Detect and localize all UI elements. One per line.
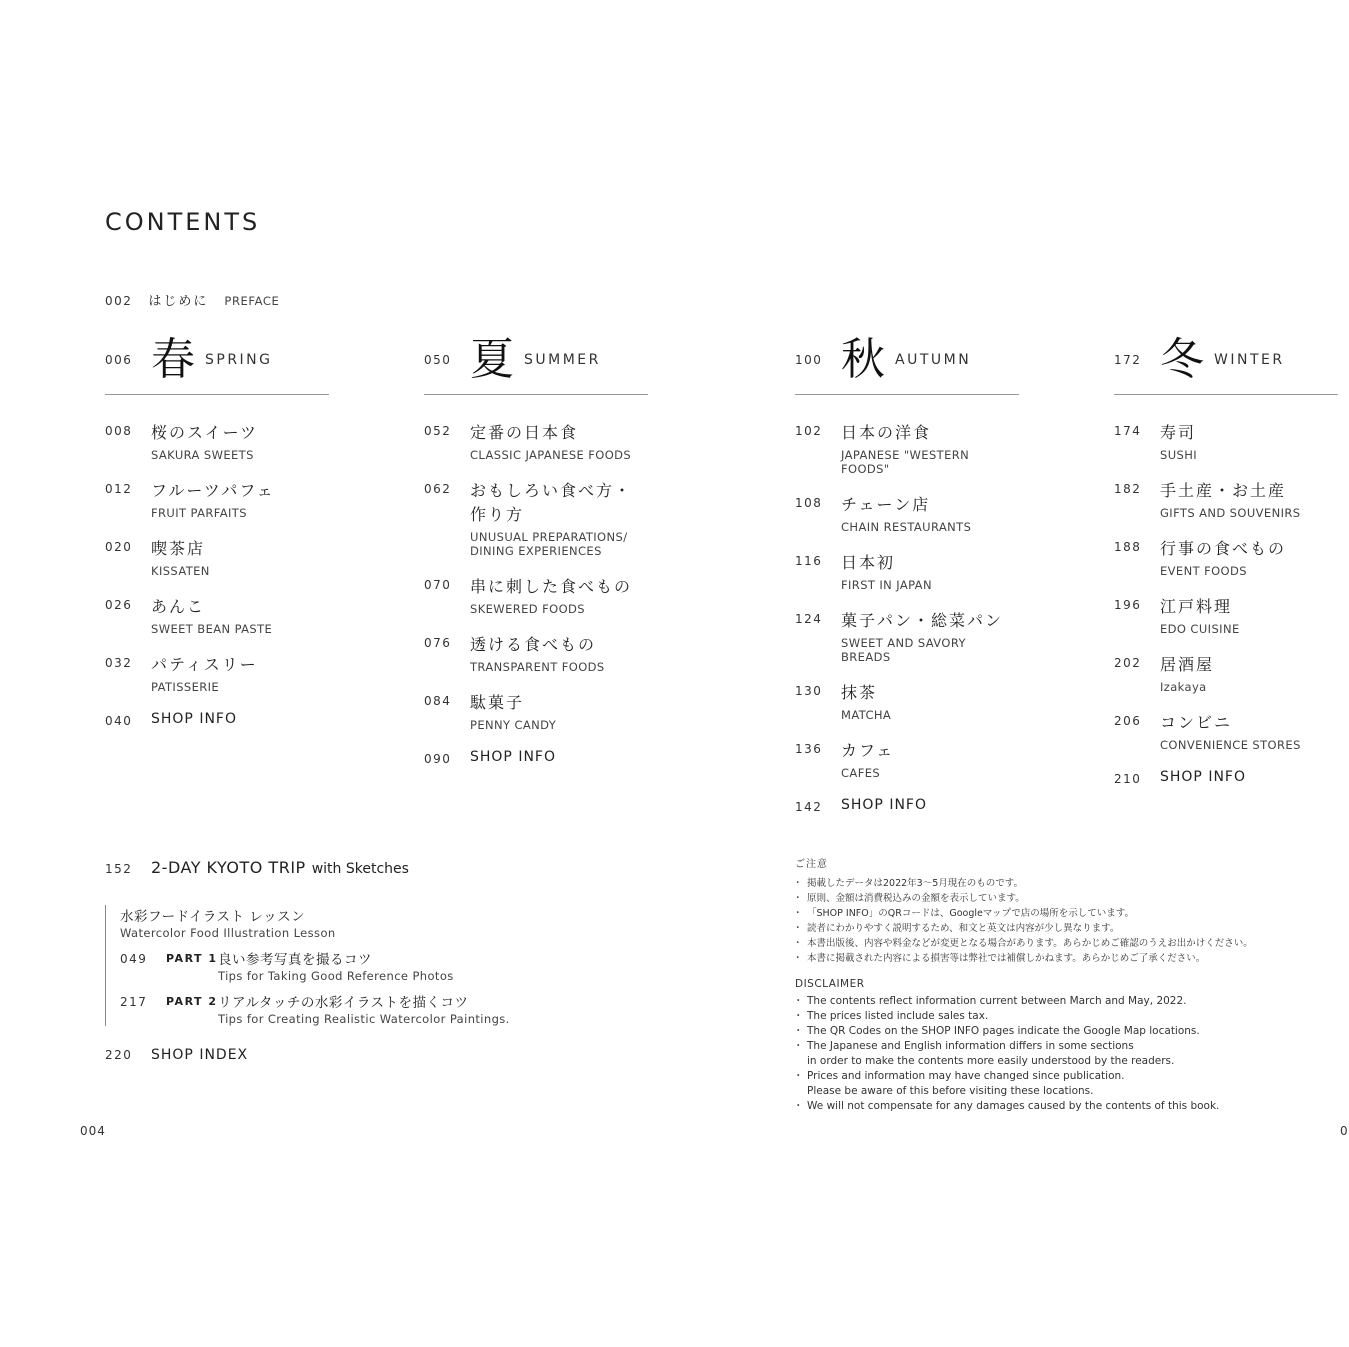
page-number: 049 — [120, 952, 148, 966]
page-number: 040 — [105, 714, 133, 728]
disclaimer-text: ・ Prices and information may have changed since publication. — [807, 1070, 1125, 1082]
entry-title-en: MATCHA — [841, 708, 892, 722]
toc-entry[interactable] — [424, 421, 648, 462]
season-header[interactable] — [795, 330, 1019, 395]
entry-title-jp: 透ける食べもの — [470, 635, 597, 654]
shop-index-label: SHOP INDEX — [151, 1047, 249, 1063]
page-number: 172 — [1114, 353, 1142, 367]
part-label: PART 1 — [166, 952, 218, 965]
entry-title-en: SUSHI — [1160, 448, 1198, 462]
toc-entry[interactable] — [795, 609, 1019, 664]
entry-title-en: JAPANESE "WESTERN FOODS" — [841, 448, 970, 476]
note-item: ・ 原則、金額は消費税込みの金額を表示しています。 — [795, 891, 1315, 906]
shop-index-entry[interactable] — [105, 1047, 248, 1063]
season-items — [1114, 421, 1338, 752]
season-column-autumn — [795, 330, 1019, 814]
notes-list — [795, 876, 1315, 966]
entry-title-jp: 日本の洋食 — [841, 423, 932, 442]
preface-entry[interactable] — [105, 290, 279, 309]
entry-title-jp: 菓子パン・総菜パン — [841, 611, 1004, 630]
season-name: SUMMER — [524, 352, 601, 368]
page-number: 182 — [1114, 482, 1142, 496]
disclaimer-continuation: Please be aware of this before visiting these locations. — [807, 1085, 1094, 1097]
page-number: 152 — [105, 862, 133, 876]
season-name: WINTER — [1214, 352, 1285, 368]
disclaimer-item — [795, 994, 1315, 1009]
trip-suffix: with Sketches — [311, 861, 409, 877]
page-number: 062 — [424, 482, 452, 496]
toc-entry[interactable] — [795, 493, 1019, 534]
season-items — [795, 421, 1019, 780]
page-number: 116 — [795, 554, 823, 568]
page-number: 070 — [424, 578, 452, 592]
entry-title-en: CAFES — [841, 766, 881, 780]
lesson-section — [105, 905, 540, 1026]
page-number: 020 — [105, 540, 133, 554]
disclaimer-text: ・ The prices listed include sales tax. — [807, 1010, 989, 1022]
preface-en: PREFACE — [224, 294, 280, 308]
page-number: 108 — [795, 496, 823, 510]
entry-title-en: TRANSPARENT FOODS — [470, 660, 605, 674]
page-number: 220 — [105, 1048, 133, 1062]
page-number: 008 — [105, 424, 133, 438]
page-number: 026 — [105, 598, 133, 612]
disclaimer-text: ・ We will not compensate for any damages caused by the contents of this book. — [807, 1100, 1220, 1112]
lesson-part-1[interactable] — [120, 952, 540, 983]
toc-entry[interactable] — [1114, 711, 1338, 752]
entry-title-en: CHAIN RESTAURANTS — [841, 520, 972, 534]
page-number: 217 — [120, 995, 148, 1009]
part-jp: リアルタッチの水彩イラストを描くコツ — [218, 995, 469, 1011]
disclaimer-item — [795, 1099, 1315, 1114]
season-column-winter — [1114, 330, 1338, 786]
entry-title-jp: カフェ — [841, 741, 895, 760]
notes-section — [795, 855, 1315, 1114]
disclaimer-text: ・ The QR Codes on the SHOP INFO pages indicate the Google Map locations. — [807, 1025, 1200, 1037]
season-name: SPRING — [205, 352, 273, 368]
toc-entry[interactable] — [105, 537, 329, 578]
season-header[interactable] — [424, 330, 648, 395]
disclaimer-text: ・ The contents reflect information current between March and May, 2022. — [807, 995, 1187, 1007]
page-number: 100 — [795, 353, 823, 367]
shop-info-label: SHOP INFO — [470, 749, 556, 765]
page-number: 196 — [1114, 598, 1142, 612]
disclaimer-item — [795, 1069, 1315, 1099]
notes-heading: ご注意 — [795, 859, 828, 870]
season-kanji: 春 — [151, 334, 195, 385]
note-item: ・ 読者にわかりやすく説明するため、和文と英文は内容が少し異なります。 — [795, 921, 1315, 936]
entry-title-en: SWEET BEAN PASTE — [151, 622, 273, 636]
entry-title-en: CONVENIENCE STORES — [1160, 738, 1301, 752]
kyoto-trip-entry[interactable] — [105, 858, 409, 877]
season-kanji: 秋 — [841, 334, 885, 385]
toc-entry[interactable] — [795, 681, 1019, 722]
toc-entry[interactable] — [424, 633, 648, 674]
page-number: 124 — [795, 612, 823, 626]
season-kanji: 夏 — [470, 334, 514, 385]
entry-title-jp: 江戸料理 — [1160, 597, 1233, 616]
season-items — [105, 421, 329, 694]
page-number: 006 — [105, 353, 133, 367]
shop-info-entry[interactable] — [105, 711, 329, 728]
page-number: 142 — [795, 800, 823, 814]
toc-entry[interactable] — [105, 595, 329, 636]
toc-entry[interactable] — [1114, 421, 1338, 462]
disclaimer-text: ・ The Japanese and English information differs in some sections — [807, 1040, 1134, 1052]
entry-title-jp: フルーツパフェ — [151, 481, 275, 500]
toc-entry[interactable] — [424, 691, 648, 732]
entry-title-en: SAKURA SWEETS — [151, 448, 254, 462]
toc-entry[interactable] — [795, 739, 1019, 780]
entry-title-en: KISSATEN — [151, 564, 210, 578]
entry-title-jp: 喫茶店 — [151, 539, 206, 558]
page-number: 012 — [105, 482, 133, 496]
lesson-part-2[interactable] — [120, 995, 540, 1026]
shop-info-label: SHOP INFO — [1160, 769, 1246, 785]
season-kanji: 冬 — [1160, 334, 1204, 385]
page-number: 210 — [1114, 772, 1142, 786]
season-items — [424, 421, 648, 732]
toc-entry[interactable] — [1114, 653, 1338, 694]
note-item: ・ 本書出版後、内容や料金などが変更となる場合があります。あらかじめご確認のうえお出かけください。 — [795, 936, 1315, 951]
toc-entry[interactable] — [105, 421, 329, 462]
trip-title: 2-DAY KYOTO TRIP — [151, 858, 306, 877]
lesson-title-en: Watercolor Food Illustration Lesson — [120, 926, 336, 940]
toc-entry[interactable] — [1114, 537, 1338, 578]
entry-title-en: EDO CUISINE — [1160, 622, 1240, 636]
entry-title-en: CLASSIC JAPANESE FOODS — [470, 448, 632, 462]
entry-title-jp: 串に刺した食べもの — [470, 577, 633, 596]
entry-title-en: PATISSERIE — [151, 680, 220, 694]
page-number: 002 — [105, 294, 133, 308]
toc-entry[interactable] — [1114, 479, 1338, 520]
disclaimer-section — [795, 978, 1315, 1114]
disclaimer-list — [795, 994, 1315, 1114]
page-number: 052 — [424, 424, 452, 438]
entry-title-en: UNUSUAL PREPARATIONS/ DINING EXPERIENCES — [470, 530, 628, 558]
page-number: 130 — [795, 684, 823, 698]
entry-title-jp: 手土産・お土産 — [1160, 481, 1287, 500]
page-number: 050 — [424, 353, 452, 367]
disclaimer-continuation: in order to make the contents more easily understood by the readers. — [807, 1055, 1175, 1067]
season-header[interactable] — [1114, 330, 1338, 395]
entry-title-jp: おもしろい食べ方・作り方 — [470, 481, 633, 524]
folio-left: 004 — [80, 1124, 106, 1138]
entry-title-jp: 桜のスイーツ — [151, 423, 259, 442]
shop-info-label: SHOP INFO — [841, 797, 927, 813]
note-item: ・ 掲載したデータは2022年3〜5月現在のものです。 — [795, 876, 1315, 891]
page-number: 032 — [105, 656, 133, 670]
page-number: 102 — [795, 424, 823, 438]
toc-entry[interactable] — [424, 479, 648, 558]
entry-title-en: Izakaya — [1160, 680, 1207, 694]
toc-entry[interactable] — [424, 575, 648, 616]
shop-info-entry[interactable] — [424, 749, 648, 766]
page-number: 136 — [795, 742, 823, 756]
season-column-spring — [105, 330, 329, 728]
part-en: Tips for Taking Good Reference Photos — [218, 969, 454, 983]
disclaimer-item — [795, 1024, 1315, 1039]
entry-title-jp: 駄菓子 — [470, 693, 525, 712]
part-en: Tips for Creating Realistic Watercolor Paintings. — [218, 1012, 510, 1026]
page-number: 174 — [1114, 424, 1142, 438]
shop-info-label: SHOP INFO — [151, 711, 237, 727]
toc-entry[interactable] — [1114, 595, 1338, 636]
entry-title-en: GIFTS AND SOUVENIRS — [1160, 506, 1301, 520]
shop-info-entry[interactable] — [795, 797, 1019, 814]
season-name: AUTUMN — [895, 352, 972, 368]
entry-title-jp: 定番の日本食 — [470, 423, 579, 442]
entry-title-en: PENNY CANDY — [470, 718, 557, 732]
season-column-summer — [424, 330, 648, 766]
toc-entry[interactable] — [105, 653, 329, 694]
entry-title-en: FIRST IN JAPAN — [841, 578, 932, 592]
page-number: 206 — [1114, 714, 1142, 728]
note-item: ・ 「SHOP INFO」のQRコードは、Googleマップで店の場所を示しています。 — [795, 906, 1315, 921]
toc-entry[interactable] — [105, 479, 329, 520]
entry-title-jp: パティスリー — [151, 655, 258, 674]
disclaimer-item — [795, 1009, 1315, 1024]
entry-title-jp: 日本初 — [841, 553, 896, 572]
entry-title-en: SKEWERED FOODS — [470, 602, 585, 616]
shop-info-entry[interactable] — [1114, 769, 1338, 786]
entry-title-jp: コンビニ — [1160, 713, 1233, 732]
preface-jp: はじめに — [148, 294, 209, 309]
page-number: 090 — [424, 752, 452, 766]
season-header[interactable] — [105, 330, 329, 395]
page-number: 084 — [424, 694, 452, 708]
toc-entry[interactable] — [795, 421, 1019, 476]
part-jp: 良い参考写真を撮るコツ — [218, 952, 372, 968]
disclaimer-item — [795, 1039, 1315, 1069]
entry-title-jp: 居酒屋 — [1160, 655, 1215, 674]
part-label: PART 2 — [166, 995, 218, 1008]
entry-title-en: EVENT FOODS — [1160, 564, 1247, 578]
toc-entry[interactable] — [795, 551, 1019, 592]
entry-title-jp: 寿司 — [1160, 423, 1197, 442]
entry-title-jp: 行事の食べもの — [1160, 539, 1287, 558]
entry-title-en: SWEET AND SAVORY BREADS — [841, 636, 966, 664]
entry-title-jp: 抹茶 — [841, 683, 878, 702]
page-number: 188 — [1114, 540, 1142, 554]
lesson-title-jp: 水彩フードイラスト レッスン — [120, 909, 306, 925]
entry-title-en: FRUIT PARFAITS — [151, 506, 247, 520]
entry-title-jp: チェーン店 — [841, 495, 931, 514]
folio-right: 0 — [1340, 1124, 1349, 1138]
page-number: 202 — [1114, 656, 1142, 670]
disclaimer-heading: DISCLAIMER — [795, 978, 865, 990]
page-number: 076 — [424, 636, 452, 650]
note-item: ・ 本書に掲載された内容による損害等は弊社では補償しかねます。あらかじめご了承ください。 — [795, 951, 1315, 966]
entry-title-jp: あんこ — [151, 597, 206, 616]
page-title: CONTENTS — [105, 208, 261, 236]
